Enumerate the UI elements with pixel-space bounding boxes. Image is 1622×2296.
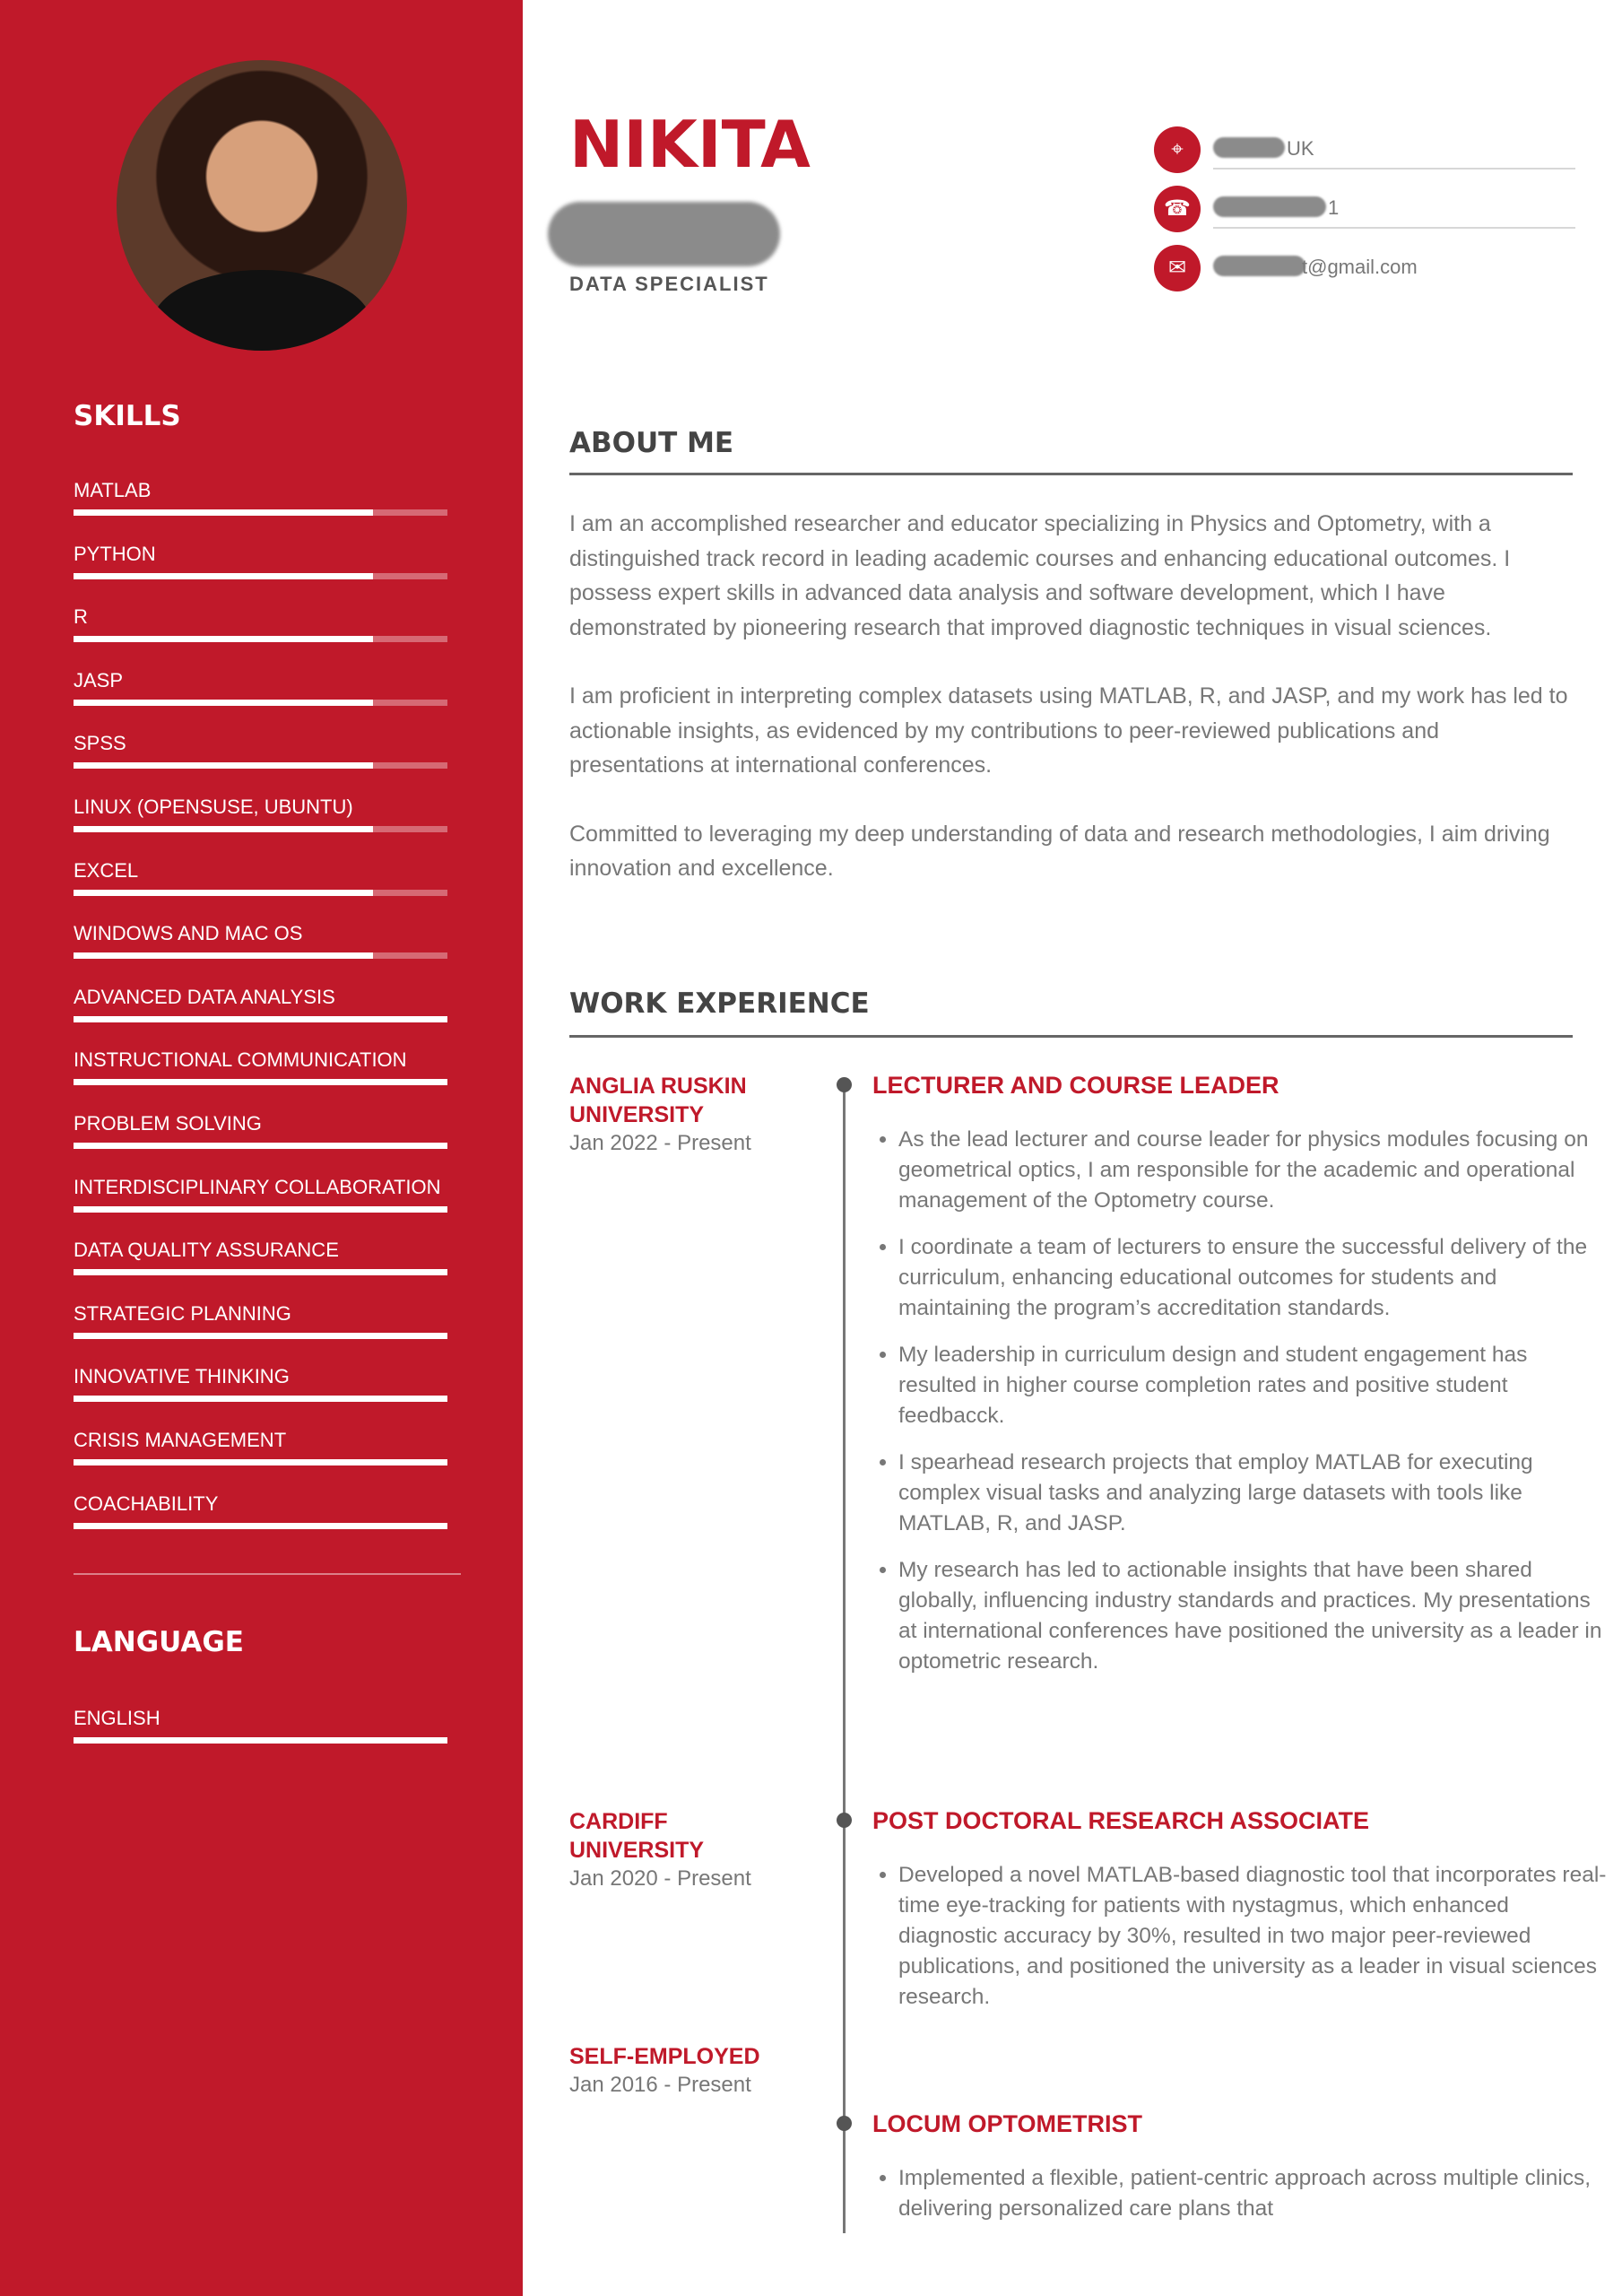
skill-level-bar (74, 1269, 447, 1275)
timeline-dot (837, 1077, 852, 1092)
language-item (74, 1707, 450, 1770)
skill-label: EXCEL (74, 858, 139, 882)
skill-label: PROBLEM SOLVING (74, 1111, 262, 1135)
company-name: SELF-EMPLOYED (569, 2044, 760, 2069)
main-content (523, 0, 1622, 2296)
skill-item (74, 1239, 450, 1302)
level-fill (74, 952, 373, 959)
skill-level-bar (74, 890, 447, 896)
level-fill (74, 890, 373, 896)
skill-label: STRATEGIC PLANNING (74, 1301, 291, 1325)
skill-label: DATA QUALITY ASSURANCE (74, 1239, 339, 1262)
skill-label: INTERDISCIPLINARY COLLABORATION (74, 1175, 441, 1198)
level-fill (74, 762, 373, 769)
job-date: Jan 2016 - Present (569, 2073, 751, 2097)
skill-label: R (74, 605, 88, 629)
skill-level-bar (74, 952, 447, 959)
level-fill (74, 573, 373, 579)
job-bullet: • I coordinate a team of lecturers to ensure the successful delivery of the curriculum, enhancing educational outcomes for students and maintaining the program’s accreditation standards. (898, 1232, 1607, 1324)
work-title: WORK EXPERIENCE (569, 987, 870, 1020)
location-pin-icon: ⌖ (1154, 126, 1201, 173)
redacted-phone (1213, 196, 1326, 217)
skill-item (74, 1365, 450, 1429)
company-name: ANGLIA RUSKIN UNIVERSITY (569, 1074, 747, 1127)
job-bullet: • My research has led to actionable insights that have been shared globally, influencing industry standards and practices. My presentations at international conferences have positioned the university as a leader in optometric research. (898, 1555, 1607, 1677)
job-bullets (872, 2163, 1607, 2240)
work-rule (569, 1035, 1573, 1038)
skill-item (74, 669, 450, 733)
skill-item (74, 922, 450, 986)
skill-item (74, 1302, 450, 1366)
skill-level-bar (74, 573, 447, 579)
language-list (74, 1707, 450, 1770)
about-title: ABOUT ME (569, 427, 734, 459)
job-bullet: • Implemented a flexible, patient-centric approach across multiple clinics, delivering personalized care plans that (898, 2163, 1607, 2224)
language-level-bar (74, 1737, 447, 1744)
skill-item (74, 986, 450, 1049)
skill-level-bar (74, 826, 447, 832)
company-name: CARDIFF UNIVERSITY (569, 1809, 705, 1863)
skill-item (74, 1176, 450, 1239)
skill-label: MATLAB (74, 479, 152, 501)
sidebar-divider (74, 1573, 461, 1575)
language-label: ENGLISH (74, 1707, 160, 1729)
phone-text: 1 (1213, 196, 1575, 229)
location-contact (1154, 126, 1575, 173)
skill-item (74, 605, 450, 669)
skill-item (74, 479, 450, 543)
skill-item (74, 732, 450, 796)
level-fill (74, 1269, 447, 1275)
skill-label: ADVANCED DATA ANALYSIS (74, 985, 335, 1008)
job-title: LOCUM OPTOMETRIST (872, 2110, 1142, 2137)
skill-label: INNOVATIVE THINKING (74, 1365, 290, 1388)
level-fill (74, 1016, 447, 1022)
job-bullet: • Developed a novel MATLAB-based diagnostic tool that incorporates real-time eye-tracking for patients with nystagmus, which enhanced diagnostic accuracy by 30%, resulted in two major peer-reviewed publications, and positioned the university as a leader in visual sciences research. (898, 1860, 1607, 2013)
job-bullets (872, 1860, 1607, 2029)
job-title: POST DOCTORAL RESEARCH ASSOCIATE (872, 1807, 1370, 1834)
about-rule (569, 473, 1573, 475)
skill-item (74, 796, 450, 859)
skill-item (74, 543, 450, 606)
job-bullet: • My leadership in curriculum design and student engagement has resulted in higher course completion rates and positive student feedbacck. (898, 1340, 1607, 1431)
location-text: UK (1213, 137, 1575, 170)
level-fill (74, 1143, 447, 1149)
skill-level-bar (74, 700, 447, 706)
job-bullet: • I spearhead research projects that employ MATLAB for executing complex visual tasks and analyzing large datasets with tools like MATLAB, R, and JASP. (898, 1448, 1607, 1539)
about-text (569, 507, 1573, 920)
skill-level-bar (74, 1143, 447, 1149)
skill-item (74, 1048, 450, 1112)
level-fill (74, 700, 373, 706)
about-paragraph: I am proficient in interpreting complex datasets using MATLAB, R, and JASP, and my work has led to actionable insights, as evidenced by my contributions to peer-reviewed publications and presentations at international conferences. (569, 683, 1568, 778)
mail-icon: ✉ (1154, 245, 1201, 291)
level-fill (74, 826, 373, 832)
skill-level-bar (74, 1206, 447, 1213)
experience-timeline (843, 1081, 846, 2233)
level-fill (74, 1523, 447, 1529)
level-fill (74, 1206, 447, 1213)
phone-contact (1154, 186, 1575, 232)
first-name: NIKITA (569, 107, 811, 182)
level-fill (74, 509, 373, 516)
redacted-location (1213, 137, 1285, 158)
skill-label: PYTHON (74, 542, 156, 565)
skill-label: CRISIS MANAGEMENT (74, 1428, 287, 1451)
skill-level-bar (74, 509, 447, 516)
redacted-last-name (548, 202, 780, 266)
phone-icon: ☎ (1154, 186, 1201, 232)
skills-title: SKILLS (74, 400, 181, 432)
skill-label: LINUX (OPENSUSE, UBUNTU) (74, 795, 353, 818)
skill-label: SPSS (74, 732, 126, 755)
skill-level-bar (74, 1016, 447, 1022)
skill-item (74, 859, 450, 923)
level-fill (74, 1079, 447, 1085)
skill-label: WINDOWS AND MAC OS (74, 922, 303, 945)
skill-item (74, 1112, 450, 1176)
skill-level-bar (74, 762, 447, 769)
skill-level-bar (74, 636, 447, 642)
level-fill (74, 1737, 447, 1744)
job-date: Jan 2020 - Present (569, 1866, 751, 1891)
language-title: LANGUAGE (74, 1626, 244, 1658)
profile-photo (117, 60, 407, 351)
skill-level-bar (74, 1459, 447, 1465)
job-title: LECTURER AND COURSE LEADER (872, 1072, 1279, 1099)
skills-list (74, 479, 450, 1555)
about-paragraph: Committed to leveraging my deep understanding of data and research methodologies, I aim driving innovation and excellence. (569, 821, 1550, 881)
level-fill (74, 1459, 447, 1465)
timeline-dot (837, 2116, 852, 2131)
skill-level-bar (74, 1523, 447, 1529)
skill-level-bar (74, 1396, 447, 1402)
redacted-email (1213, 256, 1305, 276)
job-bullet: • As the lead lecturer and course leader for physics modules focusing on geometrical optics, I am responsible for the academic and operational management of the Optometry course. (898, 1125, 1607, 1216)
timeline-dot (837, 1813, 852, 1828)
skill-level-bar (74, 1079, 447, 1085)
skill-item (74, 1492, 450, 1556)
email-text: t@gmail.com (1213, 256, 1575, 286)
level-fill (74, 1396, 447, 1402)
email-contact (1154, 245, 1575, 291)
job-bullets (872, 1125, 1607, 1693)
sidebar (0, 0, 523, 2296)
level-fill (74, 1333, 447, 1339)
job-role: DATA SPECIALIST (569, 273, 769, 295)
about-paragraph: I am an accomplished researcher and educator specializing in Physics and Optometry, with a distinguished track record in leading academic courses and enhancing educational outcomes. I possess expert skills in advanced data analysis and software development, which I have demonstrated by pioneering research that improved diagnostic techniques in visual sciences. (569, 511, 1511, 640)
job-date: Jan 2022 - Present (569, 1131, 751, 1155)
skill-label: JASP (74, 668, 124, 691)
skill-label: INSTRUCTIONAL COMMUNICATION (74, 1048, 407, 1072)
level-fill (74, 636, 373, 642)
skill-item (74, 1429, 450, 1492)
skill-level-bar (74, 1333, 447, 1339)
skill-label: COACHABILITY (74, 1492, 219, 1515)
